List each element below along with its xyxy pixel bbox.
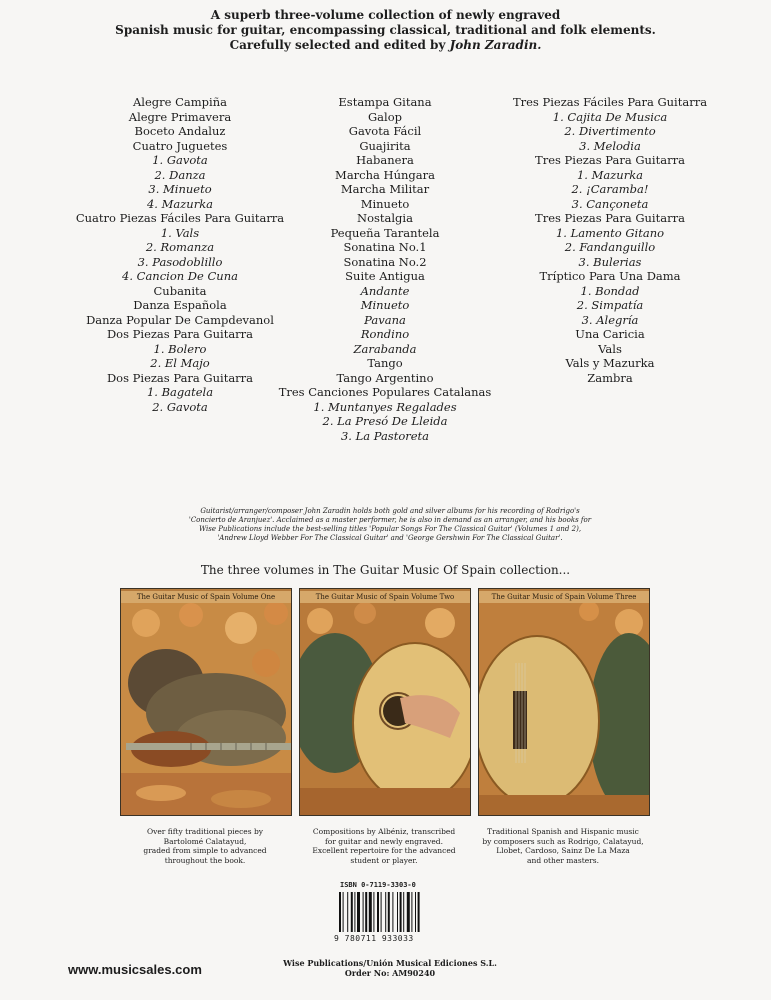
- contents-list: [60, 95, 720, 455]
- piece-title: Zambra: [587, 370, 633, 385]
- piece-movement: 4. Mazurka: [146, 196, 214, 211]
- piece-title: Alegre Primavera: [128, 109, 232, 124]
- arranger-bio: [110, 507, 670, 543]
- piece-title: Alegre Campiña: [133, 95, 227, 109]
- piece-movement: 3. Pasodoblillo: [137, 254, 223, 269]
- piece-movement: 2. Fandanguillo: [564, 240, 656, 254]
- piece-title: Gavota Fácil: [348, 124, 422, 138]
- piece-title: Nostalgia: [357, 211, 413, 225]
- piece-movement: 2. Divertimento: [564, 124, 656, 138]
- intro-line-3-text: Carefully selected and edited by: [229, 38, 446, 52]
- piece-title: Marcha Militar: [340, 182, 430, 196]
- cover-volume-three[interactable]: [478, 588, 650, 816]
- piece-title: Boceto Andaluz: [134, 124, 226, 138]
- piece-title: Danza Popular De Campdevanol: [86, 312, 274, 327]
- caption-3-line-4: and other masters.: [527, 855, 599, 865]
- isbn-label: ISBN 0-7119-3303-0: [340, 881, 416, 889]
- order-number: Order No: AM90240: [344, 968, 436, 978]
- intro-line-2: Spanish music for guitar, encompassing classical, traditional and folk elements.: [115, 23, 656, 37]
- caption-3-line-3: Llobet, Cardoso, Sainz De La Maza: [496, 846, 630, 855]
- caption-1-line-4: throughout the book.: [164, 855, 246, 865]
- piece-title: Suite Antigua: [345, 269, 425, 283]
- cover-caption-2: [294, 827, 474, 865]
- piece-title: Sonatina No.2: [343, 254, 427, 269]
- piece-movement: 1. Mazurka: [576, 167, 644, 182]
- piece-movement: 2. ¡Caramba!: [571, 182, 649, 196]
- piece-title: Danza Española: [133, 298, 227, 312]
- cover-volume-one[interactable]: [120, 588, 292, 816]
- piece-title: Tres Canciones Populares Catalanas: [278, 385, 492, 399]
- caption-2-line-3: Excellent repertoire for the advanced: [312, 846, 456, 855]
- piece-title: Pequeña Tarantela: [330, 225, 440, 240]
- publisher-name: Wise Publications/Unión Musical Ediciones S.L.: [283, 958, 497, 968]
- editor-name: John Zaradin.: [449, 38, 542, 52]
- barcode-number: 9 780711 933033: [334, 934, 414, 943]
- contents-column-2: [275, 95, 495, 443]
- publisher-info: [275, 958, 505, 978]
- contents-column-1: [60, 95, 300, 414]
- piece-title: Vals: [598, 341, 622, 356]
- piece-title: Tres Piezas Para Guitarra: [535, 211, 685, 225]
- piece-title: Tango: [367, 356, 403, 370]
- piece-movement: 2. La Presó De Lleida: [322, 414, 448, 428]
- caption-1-line-1: Over fifty traditional pieces by: [146, 827, 264, 836]
- piece-title: Cuatro Juguetes: [132, 138, 228, 153]
- piece-movement: 1. Bagatela: [146, 385, 214, 399]
- piece-movement: 3. Bulerias: [578, 254, 642, 269]
- contents-column-3: [490, 95, 730, 385]
- volumes-heading: The three volumes in The Guitar Music Of Spain collection...: [200, 563, 571, 577]
- piece-movement: 3. Alegría: [581, 312, 639, 327]
- piece-title: Minueto: [360, 196, 410, 211]
- cover-caption-3: [473, 827, 653, 865]
- cover-title-3: The Guitar Music of Spain Volume Three: [479, 591, 649, 603]
- piece-movement: 1. Muntanyes Regalades: [313, 399, 457, 414]
- piece-title: Tango Argentino: [336, 370, 434, 385]
- piece-movement: 2. Gavota: [152, 399, 208, 414]
- piece-movement: Minueto: [360, 298, 410, 312]
- bio-line-4: 'Andrew Lloyd Webber For The Classical Guitar' and 'George Gershwin For The Classical Guitar'.: [217, 534, 563, 542]
- piece-title: Dos Piezas Para Guitarra: [106, 327, 254, 341]
- piece-movement: Zarabanda: [353, 341, 417, 356]
- caption-2-line-4: student or player.: [350, 855, 418, 865]
- intro-line-3: [0, 38, 771, 53]
- intro-line-1: A superb three-volume collection of newly engraved: [210, 8, 561, 22]
- piece-title: Sonatina No.1: [343, 240, 427, 254]
- piece-title: Cubanita: [153, 283, 207, 298]
- piece-movement: 1. Vals: [160, 225, 200, 240]
- caption-3-line-1: Traditional Spanish and Hispanic music: [487, 827, 639, 836]
- piece-title: Guajirita: [359, 138, 411, 153]
- cover-caption-1: [115, 827, 295, 865]
- piece-movement: 1. Bondad: [580, 283, 640, 298]
- piece-movement: Andante: [360, 283, 410, 298]
- piece-movement: 1. Cajita De Musica: [552, 109, 668, 124]
- cover-title-1: The Guitar Music of Spain Volume One: [121, 591, 291, 603]
- piece-movement: Rondino: [360, 327, 410, 341]
- piece-title: Vals y Mazurka: [565, 356, 655, 370]
- piece-movement: 2. Romanza: [145, 240, 215, 254]
- piece-movement: 2. Simpatía: [576, 298, 644, 312]
- caption-2-line-1: Compositions by Albéniz, transcribed: [312, 827, 456, 836]
- intro-text: [0, 8, 771, 53]
- bio-line-3: Wise Publications include the best-selling titles 'Popular Songs For The Classical Guitar' (Volumes 1 and 2),: [198, 525, 582, 533]
- piece-title: Tríptico Para Una Dama: [539, 269, 681, 283]
- piece-movement: Pavana: [364, 312, 406, 327]
- bio-line-2: 'Concierto de Aranjuez'. Acclaimed as a master performer, he is also in demand as an arranger, and his books for: [188, 516, 592, 524]
- piece-title: Tres Piezas Para Guitarra: [535, 153, 685, 167]
- piece-movement: 1. Lamento Gitano: [555, 225, 665, 240]
- bio-line-1: Guitarist/arranger/composer John Zaradin holds both gold and silver albums for his recording of Rodrigo's: [200, 507, 580, 515]
- cover-volume-two[interactable]: [299, 588, 471, 816]
- piece-movement: 4. Cancion De Cuna: [122, 269, 238, 283]
- barcode: [338, 892, 438, 932]
- caption-1-line-3: graded from simple to advanced: [143, 846, 267, 855]
- piece-movement: 3. Cançoneta: [571, 196, 649, 211]
- piece-movement: 3. Minueto: [148, 182, 212, 196]
- cover-art-guitar-body: [300, 603, 470, 815]
- piece-movement: 2. Danza: [154, 167, 206, 182]
- piece-title: Estampa Gitana: [338, 95, 432, 109]
- caption-2-line-2: for guitar and newly engraved.: [325, 836, 443, 846]
- cover-art-reclining-guitarist: [121, 603, 291, 815]
- piece-title: Cuatro Piezas Fáciles Para Guitarra: [75, 211, 285, 225]
- piece-title: Dos Piezas Para Guitarra: [106, 370, 254, 385]
- piece-title: Marcha Húngara: [335, 167, 435, 182]
- piece-movement: 2. El Majo: [150, 356, 210, 370]
- website-link[interactable]: www.musicsales.com: [68, 962, 202, 977]
- piece-movement: 3. La Pastoreta: [340, 428, 430, 443]
- piece-title: Habanera: [356, 153, 414, 167]
- piece-title: Tres Piezas Fáciles Para Guitarra: [512, 95, 708, 109]
- caption-3-line-2: by composers such as Rodrigo, Calatayud,: [482, 836, 644, 846]
- piece-movement: 1. Bolero: [153, 341, 207, 356]
- cover-title-2: The Guitar Music of Spain Volume Two: [300, 591, 470, 603]
- piece-title: Una Caricia: [575, 327, 645, 341]
- caption-1-line-2: Bartolomé Calatayud,: [163, 836, 247, 846]
- piece-movement: 1. Gavota: [152, 153, 208, 167]
- cover-art-guitar-front: [479, 603, 649, 815]
- piece-title: Galop: [367, 109, 402, 124]
- piece-movement: 3. Melodia: [579, 138, 641, 153]
